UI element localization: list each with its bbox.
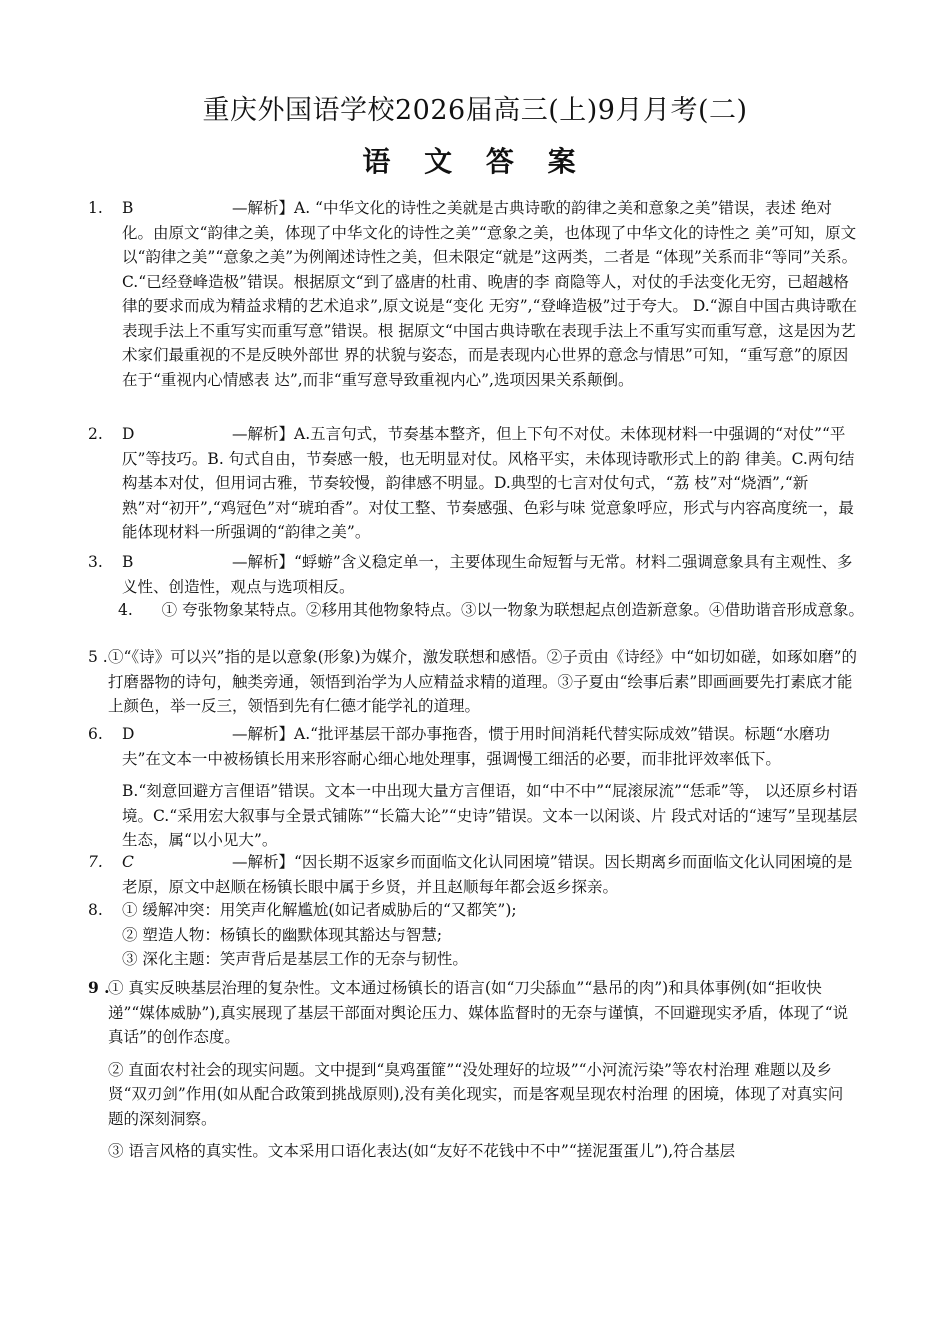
answer-item-4	[118, 598, 864, 623]
item-number: 2.	[88, 425, 103, 443]
item-explanation: ①“《诗》可以兴”指的是以意象(形象)为媒介，激发联想和感悟。②子贡由《诗经》中“如切如磋，如琢如磨”的打磨器物的诗句，触类旁通，领悟到治学为人应精益求精的道理。③子夏由“绘事后素”即画画要先打素底才能上颜色，举一反三，领悟到先有仁德才能学礼的道理。	[108, 648, 858, 715]
answer-item-3	[88, 550, 858, 599]
answer-item-8	[88, 898, 858, 972]
item-number: 1.	[88, 199, 103, 217]
item-paragraph-3: ③ 语言风格的真实性。文本采用口语化表达(如“友好不花钱中不中”“搓泥蛋蛋儿”),符合基层	[108, 1142, 736, 1160]
item-answer: B	[122, 199, 134, 217]
item-explanation: —解析】“因长期不返家乡而面临文化认同困境”错误。因长期离乡而面临文化认同困境的是老原，原文中赵顺在杨镇长眼中属于乡贤，并且赵顺每年都会返乡探亲。	[122, 853, 853, 896]
item-answer: D	[122, 425, 135, 443]
item-number: 3.	[88, 553, 103, 571]
item-number: 7.	[88, 853, 103, 871]
item-number: 8.	[88, 901, 103, 919]
page-title: 重庆外国语学校2026届高三(上)9月月考(二)	[202, 95, 748, 126]
page-subtitle: 语 文 答 案	[362, 145, 588, 178]
item-explanation: ① 夸张物象某特点。②移用其他物象特点。③以一物象为联想起点创造新意象。④借助谐音形成意象。	[161, 601, 864, 619]
item-explanation-a: —解析】A.“批评基层干部办事拖沓，惯于用时间消耗代替实际成效”错误。标题“水磨功夫”在文本一中被杨镇长用来形容耐心细心地处理事，强调慢工细活的必要，而非批评效率低下。	[122, 725, 830, 768]
item-number: 5 .	[88, 648, 108, 666]
item-answer: B	[122, 553, 134, 571]
answer-item-1	[88, 196, 858, 392]
item-explanation-b: B.“刻意回避方言俚语”错误。文本一中出现大量方言俚语，如“中不中”“屁滚尿流”“恁乖”等， 以还原乡村语境。C.“采用宏大叙事与全景式铺陈”“长篇大论”“史诗”错误。文本一以闲谈、片 段式对话的“速写”呈现基层生态，属“以小见大”。	[122, 782, 858, 849]
item-explanation: —解析】“蜉蝣”含义稳定单一，主要体现生命短暂与无常。材料二强调意象具有主观性、多义性、创造性，观点与选项相反。	[122, 553, 853, 596]
item-paragraph-1: ① 真实反映基层治理的复杂性。文本通过杨镇长的语言(如“刀尖舔血”“悬吊的肉”)和具体事例(如“拒收快递”“媒体威胁”),真实展现了基层干部面对舆论压力、媒体监督时的无奈与谨慎，不回避现实矛盾，体现了“说真话”的创作态度。	[108, 979, 849, 1046]
item-line-2: ② 塑造人物：杨镇长的幽默体现其豁达与智慧;	[122, 925, 443, 944]
item-answer: D	[122, 725, 135, 743]
item-explanation: —解析】A.五言句式，节奏基本整齐，但上下句不对仗。未体现材料一中强调的“对仗”“平仄”等技巧。B. 句式自由，节奏感一般，也无明显对仗。风格平实，未体现诗歌形式上的韵 律美。C.两句结构基本对仗，但用词古雅，节奏较慢，韵律感不明显。D.典型的七言对仗句式，“荔 枝”对“烧酒”,“新熟”对“初开”,“鸡冠色”对“琥珀香”。对仗工整、节奏感强、色彩与味 觉意象呼应，形式与内容高度统一，最能体现材料一所强调的“韵律之美”。	[122, 425, 855, 541]
item-explanation: —解析】A. “中华文化的诗性之美就是古典诗歌的韵律之美和意象之美”错误，表述 绝对化。由原文“韵律之美，体现了中华文化的诗性之美”“意象之美，也体现了中华文化的诗性之 美”可知，原文以“韵律之美”“意象之美”为例阐述诗性之美，但未限定“就是”这两类，二者是 “体现”关系而非“等同”关系。C.“已经登峰造极”错误。根据原文“到了盛唐的杜甫、晚唐的李 商隐等人，对仗的手法变化无穷，已超越格律的要求而成为精益求精的艺术追求”,原文说是“变化 无穷”,“登峰造极”过于夸大。 D.“源自中国古典诗歌在表现手法上不重写实而重写意”错误。根 据原文“中国古典诗歌在表现手法上不重写实而重写意，这是因为艺术家们最重视的不是反映外部世 界的状貌与姿态，而是表现内心世界的意念与情思”可知，“重写意”的原因在于“重视内心情感表 达”,而非“重写意导致重视内心”,选项因果关系颠倒。	[122, 199, 858, 389]
item-line-1: ① 缓解冲突：用笑声化解尴尬(如记者威胁后的“又都笑”);	[122, 901, 517, 919]
item-paragraph-2: ② 直面农村社会的现实问题。文中提到“臭鸡蛋篚”“没处理好的垃圾”“小河流污染”等农村治理 难题以及乡贤“双刃剑”作用(如从配合政策到挑战原则),没有美化现实，而是客观呈现农村治理 的困境，体现了对真实问题的深刻洞察。	[108, 1060, 844, 1128]
answer-item-6	[88, 722, 858, 853]
answer-item-5	[88, 645, 858, 719]
answer-item-2	[88, 422, 858, 545]
item-number: 6.	[88, 725, 103, 743]
item-line-3: ③ 深化主题：笑声背后是基层工作的无奈与韧性。	[122, 950, 468, 968]
answer-item-7	[88, 850, 858, 899]
item-number: 9 .	[88, 978, 110, 997]
item-number: 4.	[118, 601, 133, 619]
item-answer: C	[122, 853, 134, 871]
answer-item-9	[88, 976, 858, 1164]
